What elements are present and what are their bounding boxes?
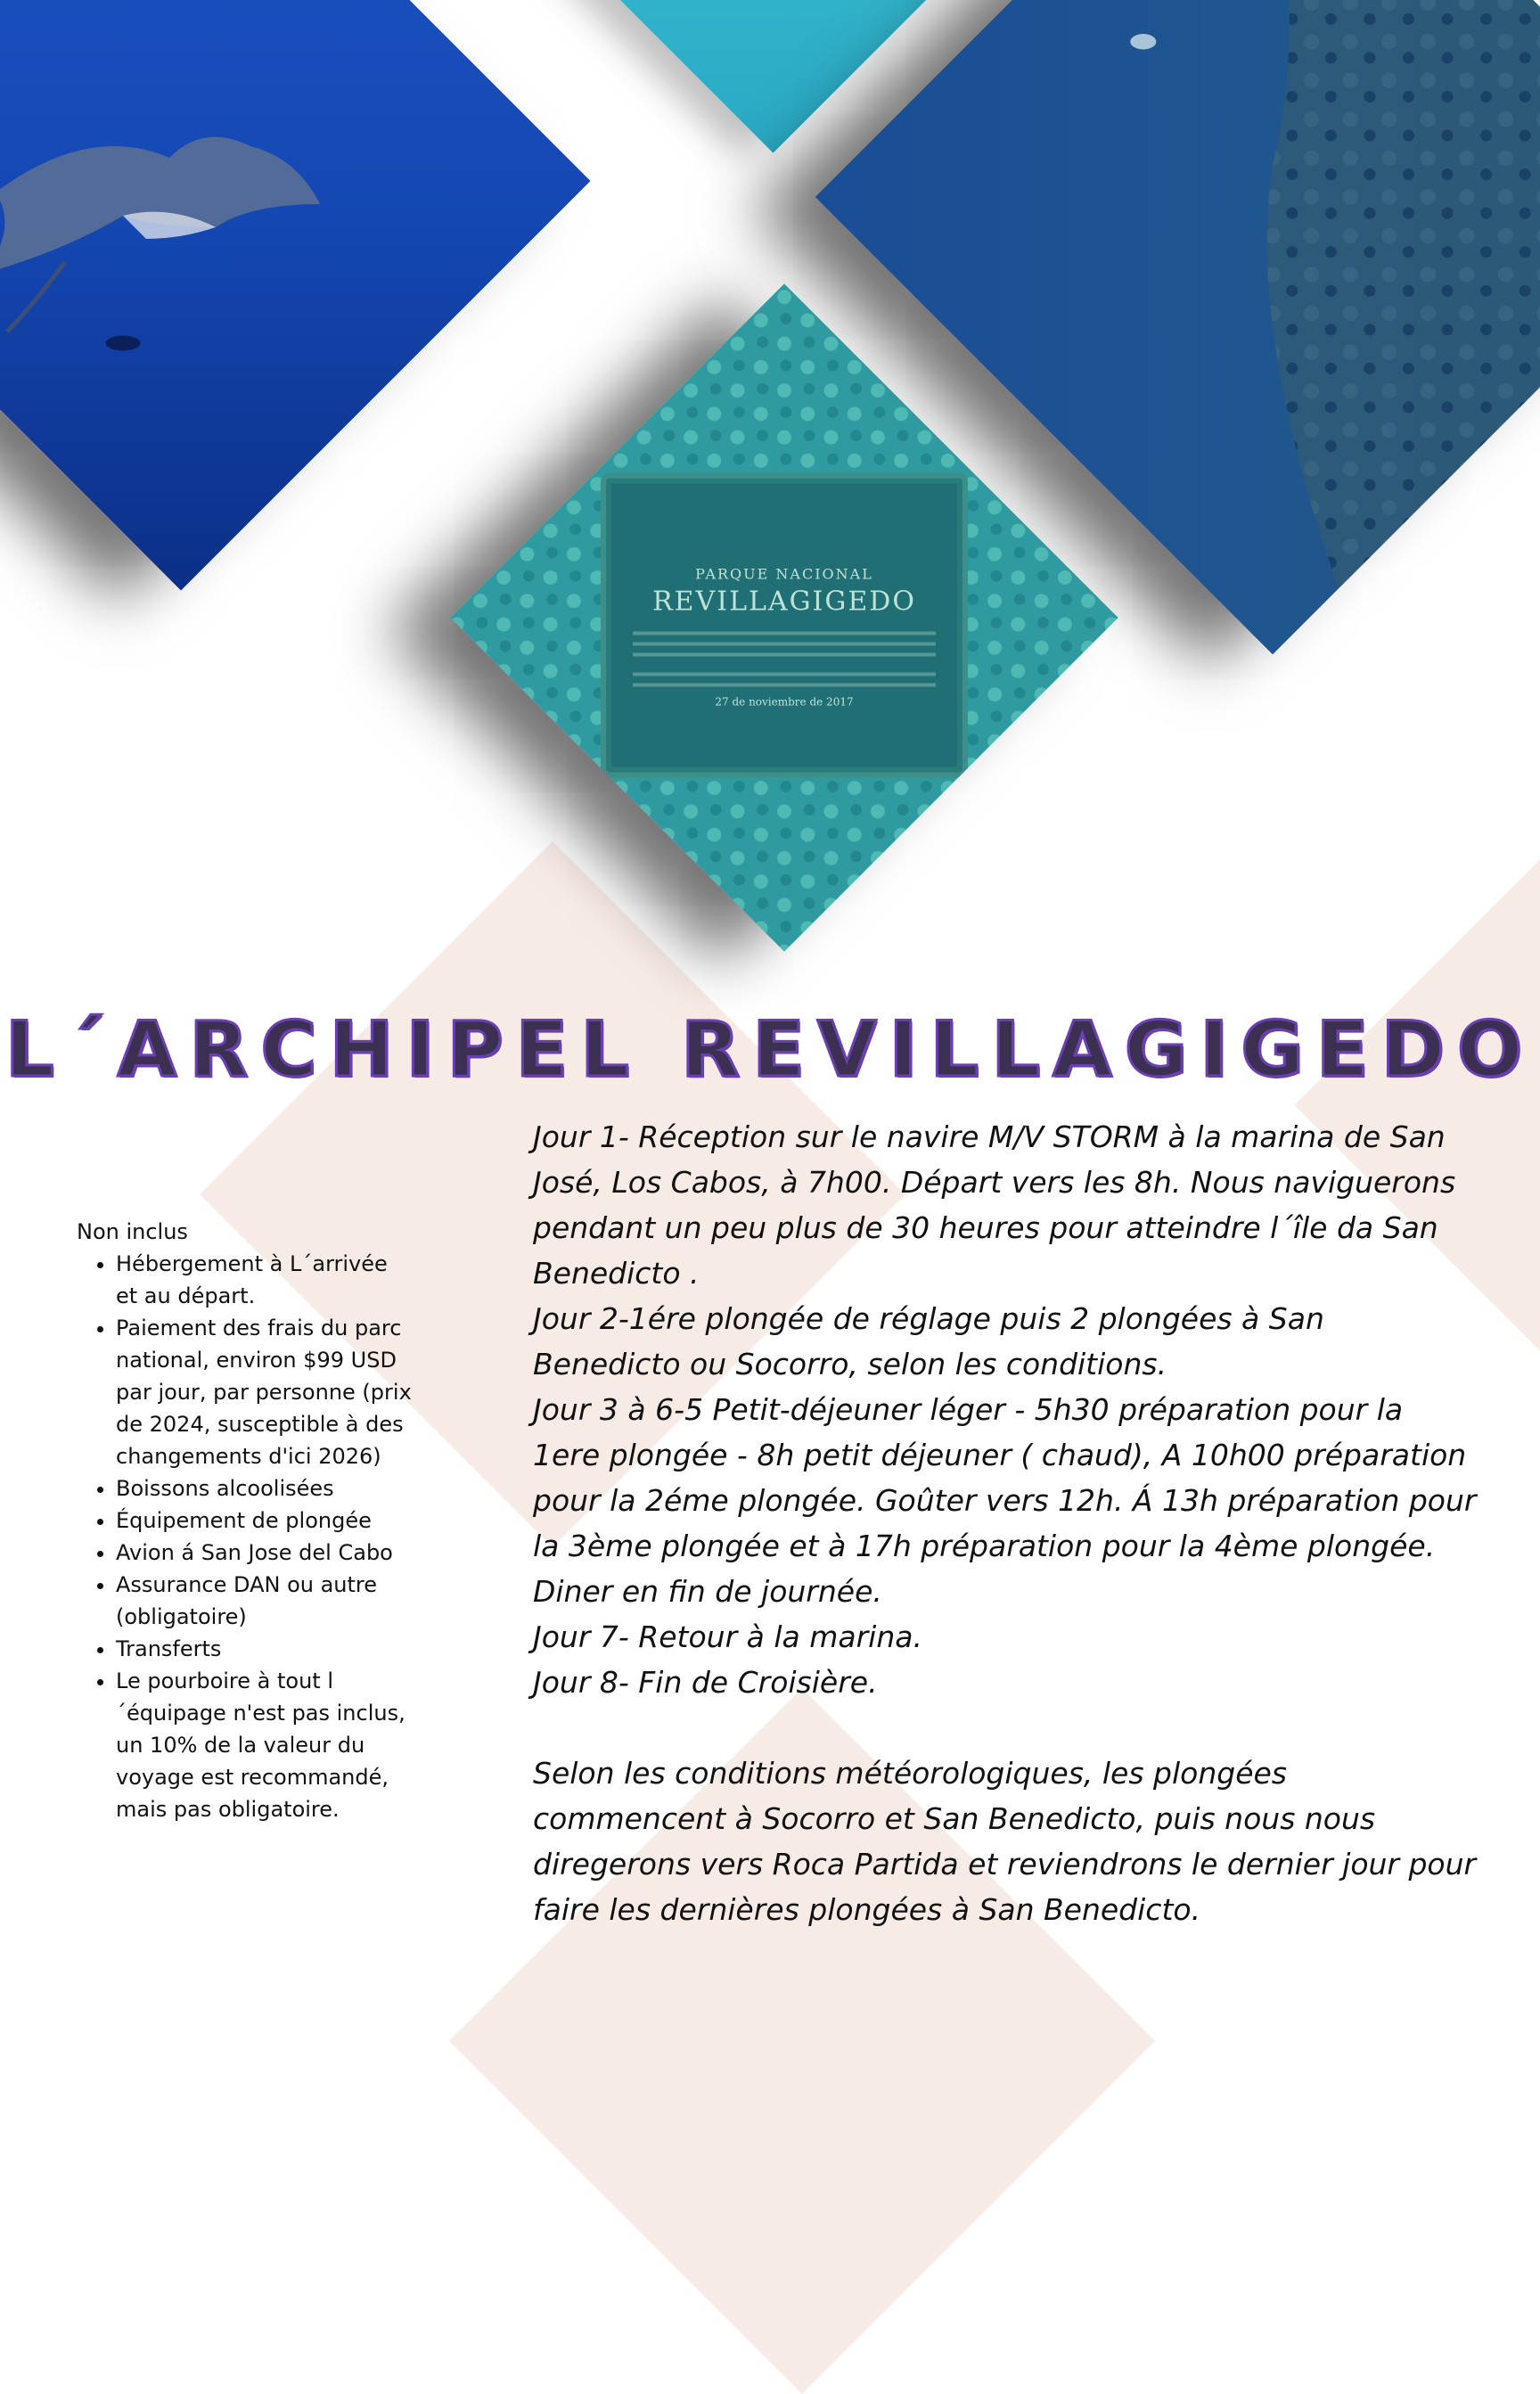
plaque bbox=[601, 472, 968, 777]
list-item: • Assurance DAN ou autre (obligatoire) bbox=[116, 1569, 415, 1633]
photo-manta-ray bbox=[0, 0, 591, 591]
not-included-heading: Non inclus bbox=[77, 1219, 188, 1244]
list-item: • Équipement de plongée bbox=[116, 1504, 415, 1537]
list-item: • Boissons alcoolisées bbox=[116, 1472, 415, 1504]
paragraph-gap bbox=[533, 1705, 1478, 1750]
plaque-date: 27 de noviembre de 2017 bbox=[715, 695, 854, 709]
plaque-text-lines bbox=[633, 631, 936, 686]
not-included-list bbox=[77, 1248, 415, 1825]
itinerary-day: Jour 3 à 6-5 Petit-déjeuner léger - 5h30 préparation pour la 1ere plongée - 8h petit déjeuner ( chaud), A 10h00 préparation pour la 2éme plongée. Goûter vers 12h. Á 13h préparation pour la 3ème plongée et à 17h préparation pour la 4ème plongée. Diner en fin de journée. bbox=[533, 1392, 1477, 1609]
weather-note: Selon les conditions météorologiques, les plongées commencent à Socorro et San Benedicto, puis nous nous diregerons vers Roca Partida et reviendrons le dernier jour pour faire les dernières plongées à San Benedicto. bbox=[533, 1756, 1477, 1927]
plaque-name: REVILLAGIGEDO bbox=[652, 586, 916, 618]
itinerary-section bbox=[533, 1114, 1478, 1932]
list-item: • Paiement des frais du parc national, environ $99 USD par jour, par personne (prix de 2024, susceptible à des changements d'ici 2026) bbox=[116, 1312, 415, 1472]
itinerary-day: Jour 1- Réception sur le navire M/V STORM à la marina de San José, Los Cabos, à 7h00. Départ vers les 8h. Nous naviguerons pendant un peu plus de 30 heures pour atteindre l´île da San Benedicto . bbox=[533, 1119, 1456, 1291]
itinerary-day: Jour 8- Fin de Croisière. bbox=[533, 1665, 878, 1700]
not-included-section bbox=[77, 1216, 415, 1825]
list-item: • Hébergement à L´arrivée et au départ. bbox=[116, 1248, 415, 1312]
page-title: L´ARCHIPEL REVILLAGIGEDO bbox=[4, 1005, 1536, 1095]
plaque-heading: PARQUE NACIONAL bbox=[695, 565, 873, 583]
list-item: • Avion á San Jose del Cabo bbox=[116, 1537, 415, 1569]
list-item: • Transferts bbox=[116, 1633, 415, 1665]
itinerary-day: Jour 2-1ére plongée de réglage puis 2 plongées à San Benedicto ou Socorro, selon les conditions. bbox=[533, 1301, 1324, 1381]
manta-ray-image bbox=[0, 0, 591, 591]
list-item: • Le pourboire à tout l´équipage n'est pas inclus, un 10% de la valeur du voyage est recommandé, mais pas obligatoire. bbox=[116, 1665, 415, 1825]
itinerary-day: Jour 7- Retour à la marina. bbox=[533, 1619, 922, 1654]
